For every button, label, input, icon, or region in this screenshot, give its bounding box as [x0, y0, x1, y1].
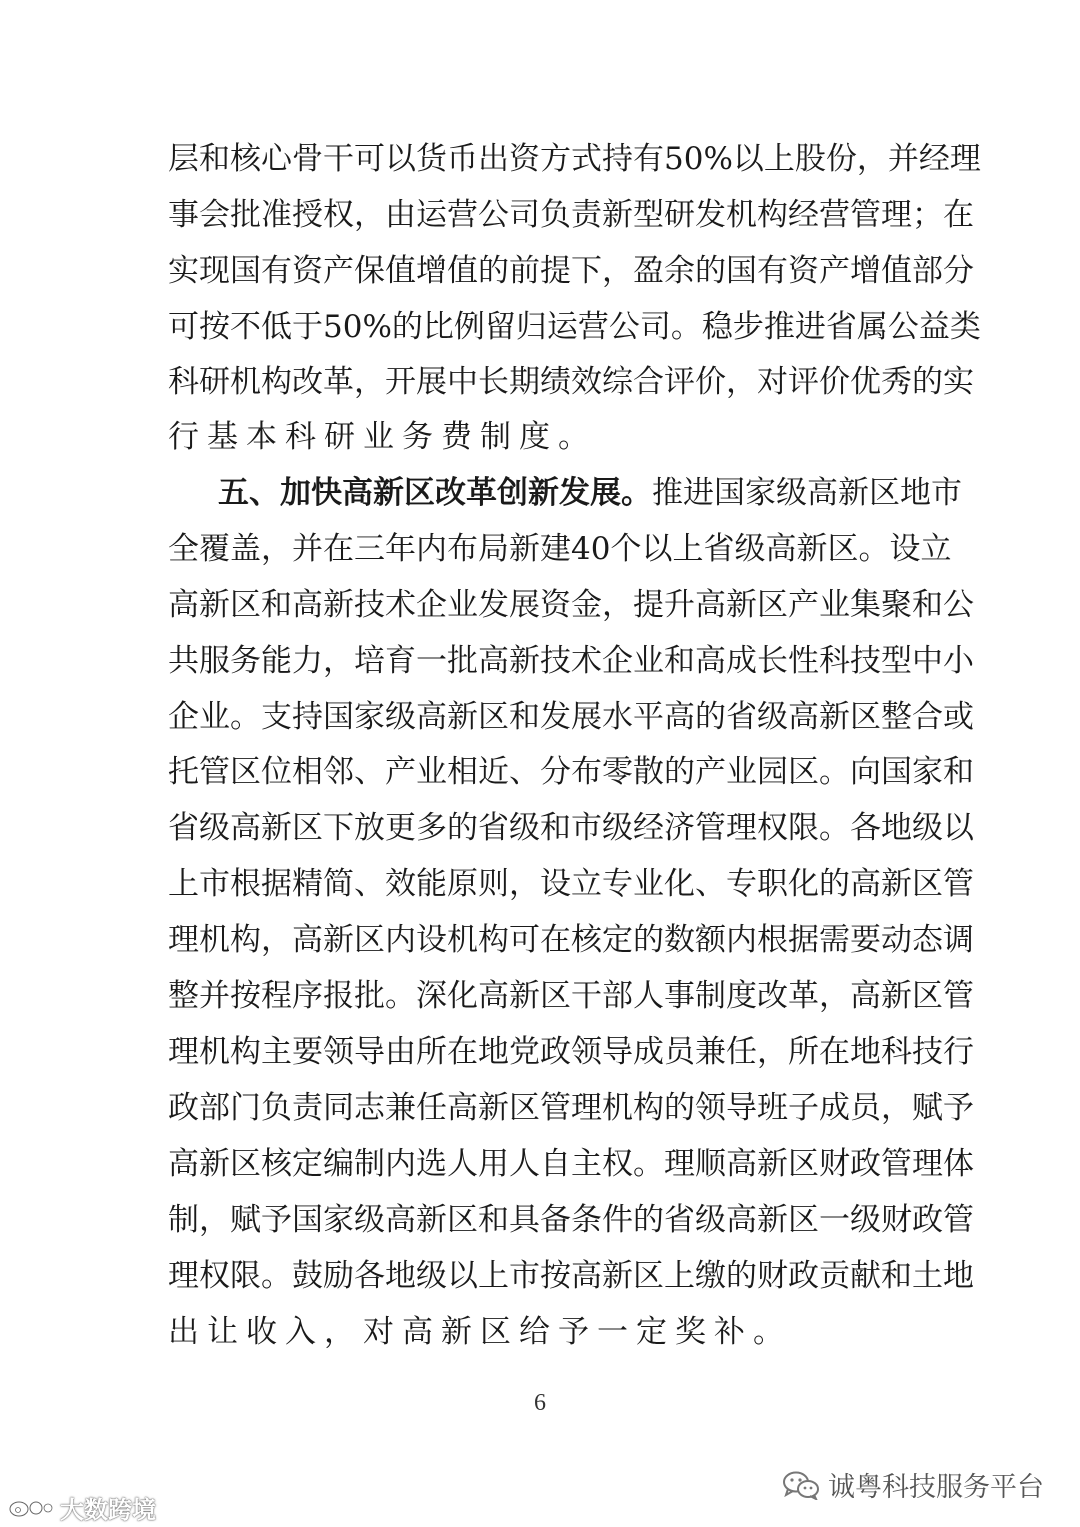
paragraph-line: 整并按程序报批。深化高新区干部人事制度改革，高新区管: [168, 978, 974, 1014]
paragraph-line: 共服务能力，培育一批高新技术企业和高成长性科技型中小: [168, 643, 974, 679]
paragraph-line: 科研机构改革，开展中长期绩效综合评价，对评价优秀的实: [168, 364, 974, 400]
wechat-icon: [782, 1470, 820, 1500]
paragraph-line: 理机构，高新区内设机构可在核定的数额内根据需要动态调: [168, 922, 974, 958]
paragraph-line: 上市根据精简、效能原则，设立专业化、专职化的高新区管: [168, 866, 974, 902]
paragraph-line: 省级高新区下放更多的省级和市级经济管理权限。各地级以: [168, 810, 974, 846]
weibo-logo-icon: [8, 1497, 54, 1519]
paragraph-line: 企业。支持国家级高新区和发展水平高的省级高新区整合或: [168, 699, 974, 735]
paragraph-line: 出让收入，对高新区给予一定奖补。: [168, 1314, 792, 1350]
page-number: 6: [534, 1390, 546, 1416]
section-first-line-text: 推进国家级高新区地市: [652, 475, 962, 511]
watermark-left-text: 大数跨境: [60, 1496, 156, 1524]
paragraph-line: 政部门负责同志兼任高新区管理机构的领导班子成员，赋予: [168, 1090, 974, 1126]
section-first-line: [218, 473, 962, 513]
paragraph-line: 托管区位相邻、产业相近、分布零散的产业园区。向国家和: [168, 754, 974, 790]
watermark-right: [782, 1465, 1044, 1504]
paragraph-line: 理机构主要领导由所在地党政领导成员兼任，所在地科技行: [168, 1034, 974, 1070]
paragraph-line: 制，赋予国家级高新区和具备条件的省级高新区一级财政管: [168, 1202, 974, 1238]
paragraph-line: 可按不低于50%的比例留归运营公司。稳步推进省属公益类: [168, 309, 981, 345]
paragraph-line: 理权限。鼓励各地级以上市按高新区上缴的财政贡献和土地: [168, 1258, 974, 1294]
section-heading: 五、加快高新区改革创新发展。: [218, 475, 652, 511]
paragraph-line: 事会批准授权，由运营公司负责新型研发机构经营管理；在: [168, 197, 974, 233]
watermark-left: [8, 1490, 156, 1525]
paragraph-line: 层和核心骨干可以货币出资方式持有50%以上股份，并经理: [168, 141, 981, 177]
paragraph-line: 实现国有资产保值增值的前提下，盈余的国有资产增值部分: [168, 253, 974, 289]
paragraph-line: 高新区核定编制内选人用人自主权。理顺高新区财政管理体: [168, 1146, 974, 1182]
watermark-right-text: 诚粤科技服务平台: [828, 1472, 1044, 1503]
paragraph-line: 行基本科研业务费制度。: [168, 419, 597, 455]
paragraph-line: 高新区和高新技术企业发展资金，提升高新区产业集聚和公: [168, 587, 974, 623]
paragraph-line: 全覆盖，并在三年内布局新建40个以上省级高新区。设立: [168, 531, 952, 567]
